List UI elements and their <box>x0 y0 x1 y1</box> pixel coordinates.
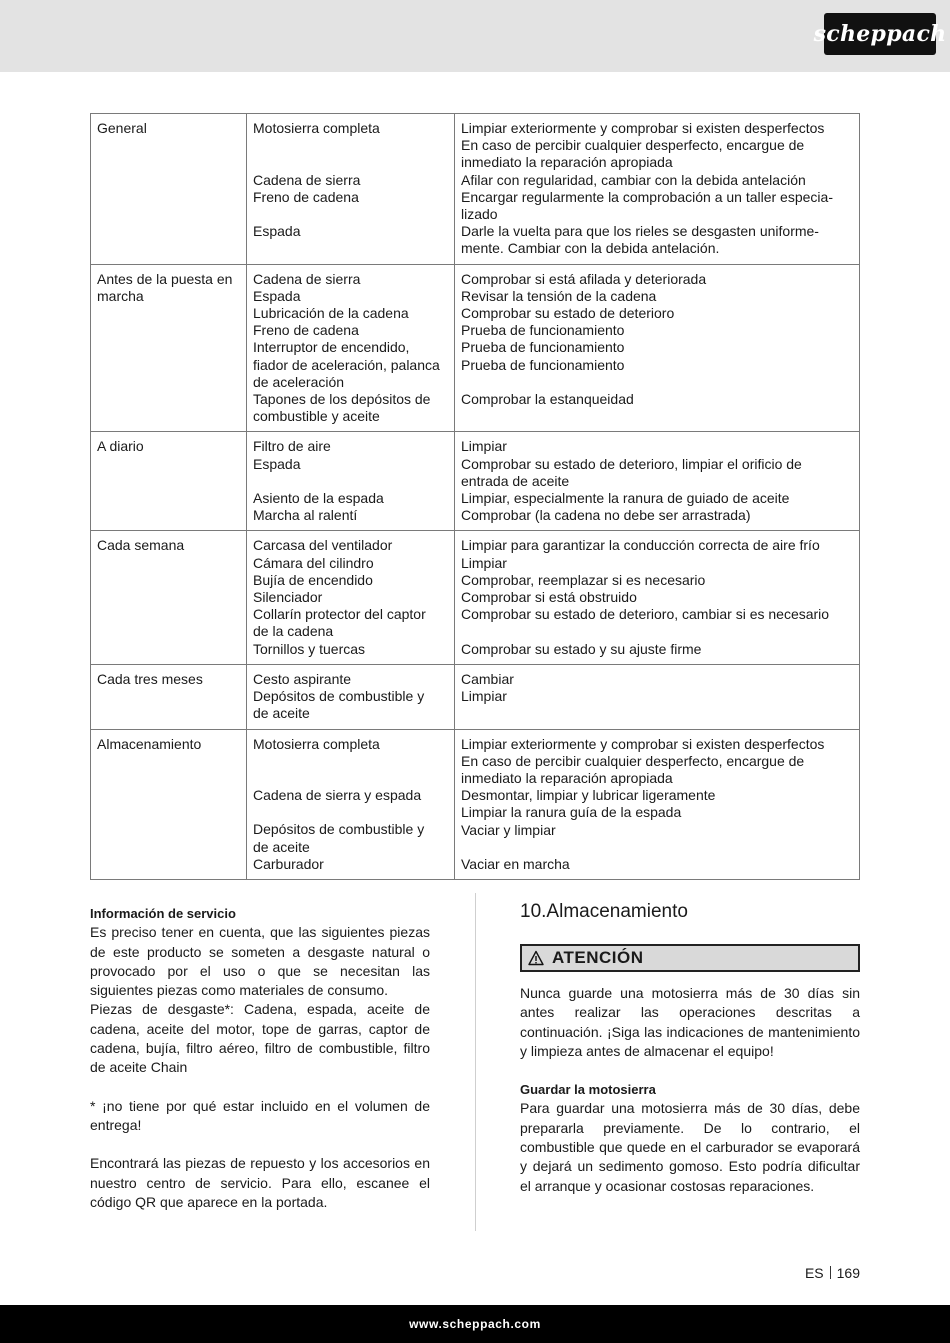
table-row <box>91 729 860 880</box>
cell-line: Vaciar en marcha <box>461 855 570 872</box>
cell-line: Tapones de los depósitos de <box>253 391 431 408</box>
cell-line: Freno de cadena <box>253 188 359 205</box>
service-info-heading: Información de servicio <box>90 906 236 921</box>
page-lang: ES <box>804 1265 824 1281</box>
cell-line: Motosierra completa <box>253 120 380 136</box>
service-info-column <box>90 904 430 1231</box>
section-title-text: Almacenamiento <box>546 901 688 922</box>
service-info-p1: Es preciso tener en cuenta, que las siguientes piezas de este producto se someten a desgaste natural o provocado por el uso o que se necesitan las siguientes piezas como materiales de consumo. <box>90 924 430 999</box>
storage-subheading: Guardar la motosierra <box>520 1082 656 1098</box>
cell-line: Silenciador <box>253 589 323 606</box>
cell-line: Marcha al ralentí <box>253 507 358 524</box>
cell-line: Comprobar si está obstruido <box>461 589 637 606</box>
storage-paragraph: Nunca guarde una motosierra más de 30 días sin antes realizar las operaciones descritas a continuación. ¡Siga las indicaciones de mantenimiento y limpieza antes de almacenar el equipo! <box>520 985 860 1059</box>
cell-line: Comprobar la estanqueidad <box>461 391 634 408</box>
maintenance-table <box>90 113 860 880</box>
cell-line: A diario <box>97 438 144 455</box>
interval-cell <box>91 664 247 729</box>
cell-line: Cada tres meses <box>97 670 203 687</box>
table-row <box>91 264 860 432</box>
storage-column <box>520 898 860 1215</box>
cell-line: Afilar con regularidad, cambiar con la debida antelación <box>461 171 806 188</box>
cell-line: General <box>97 120 147 136</box>
footer-url[interactable]: www.scheppach.com <box>409 1317 541 1331</box>
cell-line <box>461 374 853 391</box>
actions-cell <box>455 432 860 531</box>
cell-line <box>253 206 448 223</box>
cell-line: Limpiar, especialmente la ranura de guiado de aceite <box>461 490 790 507</box>
cell-line <box>461 705 853 722</box>
page-number-separator <box>830 1266 831 1279</box>
cell-line: Collarín protector del captor <box>253 606 426 623</box>
cell-line: entrada de aceite <box>461 472 570 489</box>
interval-cell <box>91 264 247 432</box>
parts-cell <box>247 664 455 729</box>
cell-line: inmediato la reparación apropiada <box>461 154 673 171</box>
cell-line: Desmontar, limpiar y lubricar ligeramente <box>461 787 716 804</box>
cell-line: Cadena de sierra y espada <box>253 787 422 804</box>
cell-line <box>461 623 853 640</box>
interval-cell <box>91 432 247 531</box>
scheppach-logo <box>813 13 947 55</box>
cell-line: Comprobar (la cadena no debe ser arrastrada) <box>461 507 751 524</box>
cell-line: Espada <box>253 223 301 240</box>
parts-cell <box>247 114 455 265</box>
section-title <box>520 898 860 926</box>
cell-line: Encargar regularmente la comprobación a un taller especia- <box>461 188 833 205</box>
actions-cell <box>455 114 860 265</box>
cell-line: Comprobar, reemplazar si es necesario <box>461 571 706 588</box>
table-row <box>91 664 860 729</box>
table-row <box>91 114 860 265</box>
cell-line: Almacenamiento <box>97 735 202 752</box>
cell-line <box>461 408 853 425</box>
interval-cell <box>91 531 247 664</box>
cell-line: Limpiar exteriormente y comprobar si existen desperfectos <box>461 120 825 136</box>
parts-cell <box>247 264 455 432</box>
cell-line: Prueba de funcionamiento <box>461 339 625 356</box>
cell-line: lizado <box>461 206 498 223</box>
interval-cell <box>91 114 247 265</box>
actions-cell <box>455 729 860 880</box>
cell-line <box>253 137 448 154</box>
cell-line: Lubricación de la cadena <box>253 305 409 322</box>
actions-cell <box>455 531 860 664</box>
cell-line: Limpiar <box>461 438 507 455</box>
cell-line <box>253 753 448 770</box>
cell-line: Comprobar su estado y su ajuste firme <box>461 640 702 657</box>
logo-text: scheppach <box>813 21 947 47</box>
cell-line <box>461 839 853 856</box>
cell-line: Depósitos de combustible y <box>253 821 425 838</box>
cell-line: Asiento de la espada <box>253 490 384 507</box>
cell-line: Revisar la tensión de la cadena <box>461 287 657 304</box>
interval-cell <box>91 729 247 880</box>
actions-cell <box>455 664 860 729</box>
section-number: 10. <box>520 901 547 922</box>
cell-line: inmediato la reparación apropiada <box>461 769 673 786</box>
cell-line: Interruptor de encendido, <box>253 339 410 356</box>
cell-line: Cámara del cilindro <box>253 554 374 571</box>
parts-cell <box>247 531 455 664</box>
cell-line: Limpiar para garantizar la conducción correcta de aire frío <box>461 537 820 554</box>
cell-line: Limpiar <box>461 554 507 571</box>
cell-line: Cada semana <box>97 537 185 554</box>
parts-cell <box>247 432 455 531</box>
cell-line: Carburador <box>253 855 324 872</box>
service-info-p2: Piezas de desgaste*: Cadena, espada, aceite de cadena, aceite del motor, tope de garras, captor de cadena, bujía, filtro aéreo, filtro de combustible, filtro de aceite Chain <box>90 1001 430 1076</box>
cell-line: Cambiar <box>461 670 514 687</box>
cell-line: de aceleración <box>253 373 345 390</box>
column-divider <box>475 893 476 1231</box>
attention-box <box>520 944 860 972</box>
actions-cell <box>455 264 860 432</box>
cell-line: Carcasa del ventilador <box>253 537 393 554</box>
cell-line: Tornillos y tuercas <box>253 640 366 657</box>
cell-line: Limpiar la ranura guía de la espada <box>461 804 682 821</box>
cell-line: Prueba de funcionamiento <box>461 322 625 339</box>
parts-cell <box>247 729 455 880</box>
cell-line <box>253 240 448 257</box>
cell-line: de aceite <box>253 838 310 855</box>
header-band <box>0 0 950 72</box>
cell-line: Comprobar su estado de deterioro, cambiar si es necesario <box>461 606 830 623</box>
service-info-spares: Encontrará las piezas de repuesto y los accesorios en nuestro centro de servicio. Para ello, escanee el código QR que aparece en la portada. <box>90 1155 430 1210</box>
cell-line: Motosierra completa <box>253 735 380 752</box>
page-number-value: 169 <box>836 1265 860 1281</box>
cell-line: Prueba de funcionamiento <box>461 356 625 373</box>
service-info-paragraph <box>90 923 430 1077</box>
cell-line: fiador de aceleración, palanca <box>253 356 440 373</box>
cell-line: Limpiar exteriormente y comprobar si existen desperfectos <box>461 735 825 752</box>
cell-line <box>253 154 448 171</box>
cell-line: mente. Cambiar con la debida antelación. <box>461 240 720 257</box>
cell-line: de aceite <box>253 705 310 722</box>
attention-label: ATENCIÓN <box>552 948 644 968</box>
cell-line: Cadena de sierra <box>253 171 361 188</box>
cell-line: Comprobar su estado de deterioro <box>461 305 675 322</box>
cell-line: Depósitos de combustible y <box>253 688 425 705</box>
table-row <box>91 432 860 531</box>
cell-line: combustible y aceite <box>253 408 380 425</box>
cell-line: marcha <box>97 287 144 304</box>
cell-line <box>253 770 448 787</box>
cell-line: Bujía de encendido <box>253 571 373 588</box>
warning-icon <box>528 950 544 966</box>
cell-line: Comprobar su estado de deterioro, limpiar el orificio de <box>461 455 802 472</box>
table-row <box>91 531 860 664</box>
footer-band <box>0 1305 950 1343</box>
cell-line: Filtro de aire <box>253 438 331 455</box>
storage-instructions: Para guardar una motosierra más de 30 días, debe prepararla previamente. De lo contrario, el combustible que quede en el carburador se evaporará y dejará un sedimento gomoso. Esto podría dificultar el arranque y ocasionar costosas reparaciones. <box>520 1100 860 1194</box>
cell-line: En caso de percibir cualquier desperfecto, encargue de <box>461 137 805 154</box>
cell-line: Comprobar si está afilada y deteriorada <box>461 270 707 287</box>
cell-line: Antes de la puesta en <box>97 270 233 287</box>
cell-line: Espada <box>253 287 301 304</box>
cell-line: Darle la vuelta para que los rieles se desgasten uniforme- <box>461 223 819 240</box>
cell-line: En caso de percibir cualquier desperfecto, encargue de <box>461 752 805 769</box>
cell-line: Vaciar y limpiar <box>461 821 556 838</box>
cell-line: de la cadena <box>253 623 334 640</box>
cell-line: Cadena de sierra <box>253 270 361 287</box>
cell-line: Freno de cadena <box>253 322 359 339</box>
cell-line: Limpiar <box>461 688 507 705</box>
page-number <box>800 1265 860 1281</box>
cell-line <box>253 804 448 821</box>
service-info-note: * ¡no tiene por qué estar incluido en el volumen de entrega! <box>90 1097 430 1133</box>
cell-line <box>253 473 448 490</box>
cell-line: Cesto aspirante <box>253 670 352 687</box>
cell-line: Espada <box>253 455 301 472</box>
